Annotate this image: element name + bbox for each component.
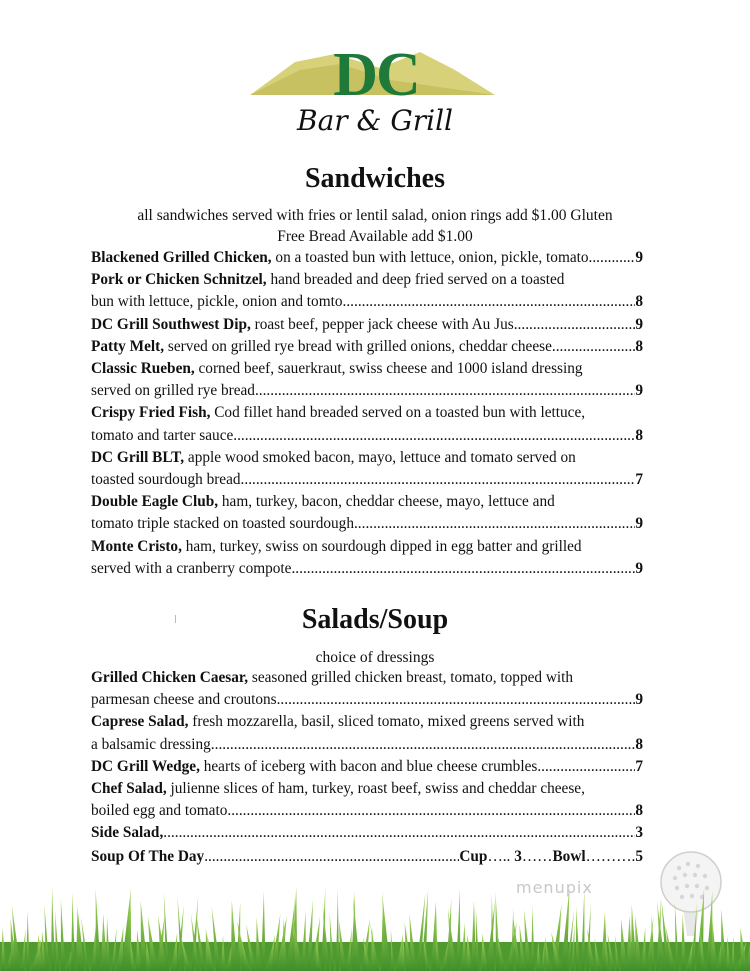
menu-item-name: DC Grill Southwest Dip, (91, 315, 251, 333)
menu-item-line (91, 402, 643, 424)
salads-note: choice of dressings (315, 649, 435, 666)
menu-item-line (91, 778, 643, 800)
leader-dots (211, 734, 636, 756)
menu-item (91, 778, 643, 822)
menu-item-name: Chef Salad, (91, 780, 167, 798)
menu-item-desc-cont: a balsamic dressing (91, 735, 211, 753)
menu-item-line (91, 667, 643, 689)
menu-item-desc-cont: served on grilled rye bread (91, 382, 255, 400)
menu-item (91, 491, 643, 535)
leader-dots (589, 247, 636, 269)
menu-item (91, 314, 643, 336)
menu-item-name: Blackened Grilled Chicken, (91, 249, 272, 266)
leader-dots (537, 756, 635, 778)
soup-leader (204, 846, 459, 868)
grass-blade (71, 892, 75, 971)
leader-dots (255, 380, 635, 402)
menu-item (91, 402, 643, 446)
menu-item (91, 358, 643, 402)
menu-item-price: 8 (635, 293, 643, 311)
grass-blade (581, 889, 585, 971)
menu-item-desc-cont: bun with lettuce, pickle, onion and tomto (91, 293, 343, 311)
grass-blade (531, 905, 534, 971)
logo-title: DC (333, 41, 419, 109)
soup-mid-leader: …… (521, 848, 553, 865)
grass-blade (471, 900, 476, 971)
sandwiches-note-2: Free Bread Available add $1.00 (277, 228, 473, 245)
menu-item-name: Caprese Salad, (91, 713, 189, 731)
logo (240, 40, 510, 140)
salads-title: Salads/Soup (301, 604, 449, 635)
menu-item-line (91, 358, 643, 380)
menu-item-price: 9 (635, 691, 643, 709)
menu-item-desc: hearts of iceberg with bacon and blue cheese crumbles (199, 757, 538, 775)
menu-item-price: 7 (635, 471, 643, 489)
menu-item-desc: corned beef, sauerkraut, swiss cheese and 1000 island dressing (194, 360, 583, 378)
menu-item (91, 711, 643, 755)
leader-dots (227, 800, 635, 822)
soup-bowl-leader: ………. (585, 848, 636, 865)
menu-item-name: Grilled Chicken Caesar, (91, 669, 249, 686)
menu-item-price: 9 (635, 382, 643, 400)
soup-cup-label: Cup (459, 848, 488, 865)
menu-item-price: 8 (635, 337, 643, 355)
menu-item-name: DC Grill Wedge, (91, 757, 200, 775)
soup-row-container (91, 846, 643, 868)
grass-blade (721, 909, 727, 971)
menu-item (91, 247, 643, 269)
menu-item-price: 8 (635, 802, 643, 820)
sandwiches-note-1: all sandwiches served with fries or lentil salad, onion rings add $1.00 Gluten (137, 207, 613, 224)
menu-item-price: 7 (635, 757, 643, 775)
menu-item-price: 9 (635, 315, 643, 333)
grass-border (0, 880, 750, 971)
menu-item-price: 9 (635, 249, 643, 266)
menu-item-desc: on a toasted bun with lettuce, onion, pickle, tomato (271, 249, 589, 266)
menu-item-desc: ham, turkey, bacon, cheddar cheese, mayo, lettuce and (218, 493, 555, 511)
grass-blade (51, 887, 55, 971)
salads-list (91, 667, 643, 845)
soup-name: Soup Of The Day (91, 848, 205, 865)
menu-item-name: Side Salad, (91, 824, 164, 842)
sandwiches-list (91, 247, 643, 580)
menu-item-name: Crispy Fried Fish, (91, 404, 211, 422)
menu-item-price: 3 (635, 824, 643, 842)
menu-item (91, 536, 643, 580)
menu-item (91, 756, 643, 778)
leader-dots (343, 291, 636, 313)
menu-item (91, 822, 643, 844)
menu-item-desc: hand breaded and deep fried served on a toasted (266, 271, 565, 289)
menu-item-name: Patty Melt, (91, 337, 165, 355)
leader-dots (233, 425, 635, 447)
menu-item-line (91, 269, 643, 291)
leader-dots (163, 822, 635, 844)
grass-blade (456, 888, 460, 971)
menu-item-desc-cont: parmesan cheese and croutons (91, 691, 277, 709)
menu-item-desc: seasoned grilled chicken breast, tomato, topped with (248, 669, 574, 686)
menu-item-desc: apple wood smoked bacon, mayo, lettuce and tomato served on (184, 448, 576, 466)
menu-item-name: Monte Cristo, (91, 537, 182, 555)
menu-item-desc: ham, turkey, swiss on sourdough dipped in egg batter and grilled (181, 537, 582, 555)
menu-item-desc-cont: toasted sourdough bread (91, 471, 241, 489)
menu-item-desc: Cod fillet hand breaded served on a toasted bun with lettuce, (210, 404, 586, 422)
grass-blade (26, 910, 30, 971)
menu-item-price: 9 (635, 515, 643, 533)
menu-item-price: 9 (635, 559, 643, 577)
grass-blade (576, 906, 580, 971)
soup-row (91, 846, 643, 868)
menu-item-name: Classic Rueben, (91, 360, 195, 378)
soup-bowl-label: Bowl (552, 848, 586, 865)
menu-item (91, 447, 643, 491)
menu-item (91, 667, 643, 711)
sandwiches-title: Sandwiches (304, 163, 446, 194)
leader-dots (552, 336, 635, 358)
menu-item-line (91, 536, 643, 558)
menu-item-line (91, 491, 643, 513)
menu-item-desc-cont: tomato and tarter sauce (91, 426, 234, 444)
watermark: menupix (516, 878, 593, 897)
menu-item-price: 8 (635, 735, 643, 753)
menu-item-desc-cont: served with a cranberry compote (91, 559, 292, 577)
menu-item-desc-cont: tomato triple stacked on toasted sourdough (91, 515, 354, 533)
menu-item-name: Double Eagle Club, (91, 493, 219, 511)
soup-bowl-price: 5 (635, 848, 643, 865)
logo-subtitle: Bar & Grill (297, 104, 453, 137)
soup-cup-price: 3 (514, 848, 522, 865)
leader-dots (354, 513, 635, 535)
leader-dots (277, 689, 636, 711)
grass-blade (336, 888, 339, 971)
leader-dots (241, 469, 636, 491)
soup-cup-leader: ….. (487, 848, 515, 865)
grass-blade (511, 907, 514, 971)
menu-item-desc: served on grilled rye bread with grilled onions, cheddar cheese (164, 337, 552, 355)
menu-item-line (91, 447, 643, 469)
menu-item-desc: roast beef, pepper jack cheese with Au Jus (250, 315, 514, 333)
menu-item (91, 336, 643, 358)
menu-item-line (91, 711, 643, 733)
menu-item-name: DC Grill BLT, (91, 448, 185, 466)
leader-dots (514, 314, 636, 336)
menu-item-desc: julienne slices of ham, turkey, roast beef, swiss and cheddar cheese, (166, 780, 585, 798)
grass-blade (491, 893, 494, 971)
leader-dots (291, 558, 635, 580)
menu-item-price: 8 (635, 426, 643, 444)
menu-item (91, 269, 643, 313)
menu-item-desc: fresh mozzarella, basil, sliced tomato, mixed greens served with (188, 713, 585, 731)
menu-item-name: Pork or Chicken Schnitzel, (91, 271, 267, 289)
menu-item-desc-cont: boiled egg and tomato (91, 802, 228, 820)
grass-blade (261, 891, 266, 971)
